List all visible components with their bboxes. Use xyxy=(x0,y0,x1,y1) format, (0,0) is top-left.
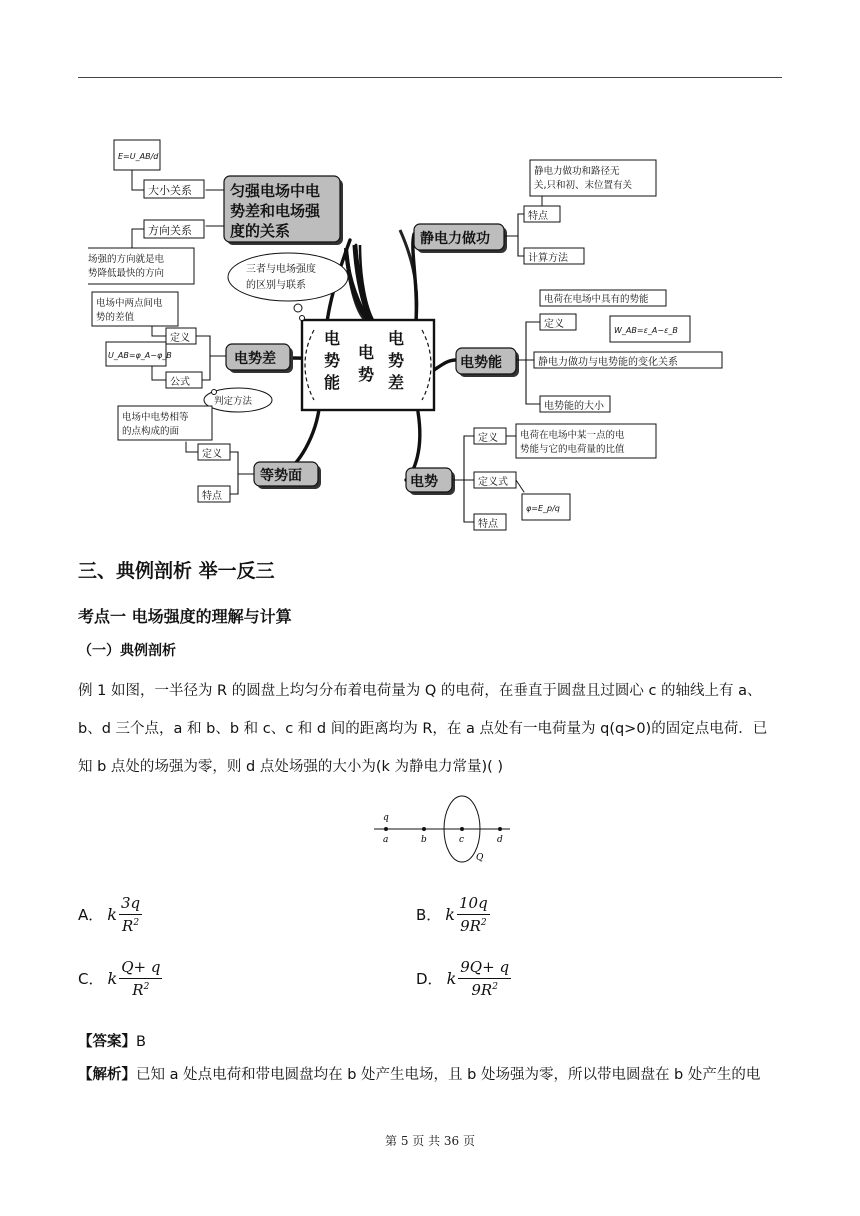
center-char: 势 xyxy=(358,365,375,384)
pd-formula-label: U_AB=φ_A−φ_B xyxy=(108,351,172,360)
center-char: 势 xyxy=(388,351,405,370)
page-footer: 第 5 页 共 36 页 xyxy=(385,1134,475,1148)
center-char: 势 xyxy=(324,351,341,370)
work-note-label: 关,只和初、末位置有关 xyxy=(534,180,633,191)
analysis: 【解析】已知 a 处点电荷和带电圆盘均在 b 处产生电场，且 b 处场强为零，所以带电圆盘在 b 处产生的电 xyxy=(78,1067,761,1083)
pot-def-note-label: 势能与它的电荷量的比值 xyxy=(520,444,625,455)
equip-feature-label: 特点 xyxy=(202,491,222,502)
connector-line xyxy=(230,474,238,494)
option-c: C． k $\frac{Q+ q}{R^2}$ xyxy=(78,958,161,999)
center-char: 差 xyxy=(388,373,405,392)
pd-def-note-label: 电场中两点间电 xyxy=(96,298,163,309)
cloud-note-label: 三者与电场强度 xyxy=(246,264,316,275)
pe-definition-label: 定义 xyxy=(544,319,564,330)
direction-relation-label: 方向关系 xyxy=(148,224,192,237)
connector-line xyxy=(464,480,474,522)
work-note-label: 静电力做功和路径无 xyxy=(534,166,620,177)
point-b-dot xyxy=(422,827,426,831)
uniform-field-label: 匀强电场中电 xyxy=(230,182,321,200)
pot-definition-label: 定义 xyxy=(478,433,498,444)
connector-line xyxy=(504,214,524,236)
pot-feature-label: 特点 xyxy=(478,519,498,530)
header-rule xyxy=(78,77,782,78)
point-b-label: b xyxy=(421,835,427,845)
point-d-dot xyxy=(498,827,502,831)
option-b: B． k $\frac{10q}{9R^2}$ xyxy=(416,894,488,935)
concept-mind-map xyxy=(88,130,728,540)
equip-note-label: 的点构成的面 xyxy=(122,426,180,437)
point-c-label: c xyxy=(459,835,465,845)
center-char: 电 xyxy=(358,343,375,362)
pd-node-label: 电势差 xyxy=(234,351,276,367)
branch-pe xyxy=(434,360,456,370)
topic-title: 考点一 电场强度的理解与计算 xyxy=(78,607,292,626)
judge-dot xyxy=(212,390,217,395)
size-relation-label: 大小关系 xyxy=(148,184,192,197)
example-line-2: b、d 三个点，a 和 b、b 和 c、c 和 d 间的距离均为 R，在 a 点处有一电荷量为 q(q>0)的固定点电荷．已 xyxy=(78,721,768,737)
pot-def-formula-label: 定义式 xyxy=(478,477,508,488)
work-feature-label: 特点 xyxy=(528,211,548,222)
pot-def-note-label: 电荷在电场中某一点的电 xyxy=(520,430,625,441)
example-line-3: 知 b 点处的场强为零，则 d 点处场强的大小为(k 为静电力常量)( ) xyxy=(78,759,504,775)
center-char: 电 xyxy=(324,329,341,348)
pd-formula-label-text: 公式 xyxy=(170,377,190,388)
connector-line xyxy=(230,452,254,474)
pot-formula-label: φ=E_p/q xyxy=(526,504,560,513)
example-line-1: 例 1 如图，一半径为 R 的圆盘上均匀分布着电荷量为 Q 的电荷，在垂直于圆盘且过圆心 c 的轴线上有 a、 xyxy=(78,683,762,699)
disk-q-label: Q xyxy=(476,853,484,863)
cloud-note-label: 的区别与联系 xyxy=(246,280,306,291)
connector-line xyxy=(132,168,144,190)
pe-relation-label: 静电力做功与电势能的变化关系 xyxy=(538,357,678,368)
point-a-label: a xyxy=(383,835,389,845)
connector-line xyxy=(516,480,524,492)
connector-line xyxy=(518,236,524,256)
equip-definition-label: 定义 xyxy=(202,449,222,460)
pd-def-note-label: 势的差值 xyxy=(96,312,135,323)
pe-size-label: 电势能的大小 xyxy=(544,401,604,412)
cloud-bubble xyxy=(228,253,348,301)
pe-def-note-label: 电荷在电场中具有的势能 xyxy=(544,294,649,305)
direction-note-label: 势降低最快的方向 xyxy=(88,268,165,279)
judge-method-label: 判定方法 xyxy=(214,396,253,407)
uniform-field-label: 度的关系 xyxy=(230,222,291,240)
formula-e-label: E=U_AB/d xyxy=(118,152,159,161)
point-a-dot xyxy=(384,827,388,831)
option-a: A． k $\frac{3q}{R^2}$ xyxy=(78,894,141,935)
pot-node-label: 电势 xyxy=(410,474,438,490)
disk-axis-figure xyxy=(372,794,512,868)
charge-q-label: q xyxy=(383,813,389,823)
center-char: 电 xyxy=(388,329,405,348)
pe-formula-label: W_AB=ε_A−ε_B xyxy=(614,326,678,335)
connector-line xyxy=(186,442,198,452)
option-d: D． k $\frac{9Q+ q}{9R^2}$ xyxy=(416,958,510,999)
connector-line xyxy=(452,436,474,480)
answer: 【答案】B xyxy=(78,1034,146,1050)
work-calc-label: 计算方法 xyxy=(528,253,568,264)
uniform-field-label: 势差和电场强 xyxy=(230,202,321,220)
cloud-dot xyxy=(300,316,305,321)
point-c-dot xyxy=(460,827,464,831)
equip-note-label: 电场中电势相等 xyxy=(122,412,189,423)
pd-definition-label: 定义 xyxy=(170,333,190,344)
sub-title: （一）典例剖析 xyxy=(78,643,176,659)
equip-node-label: 等势面 xyxy=(260,468,302,484)
center-char: 能 xyxy=(324,373,341,392)
connector-line xyxy=(194,336,226,356)
section-title: 三、典例剖析 举一反三 xyxy=(78,560,275,582)
point-d-label: d xyxy=(497,835,503,845)
pe-node-label: 电势能 xyxy=(460,355,502,371)
work-node-label: 静电力做功 xyxy=(420,231,490,247)
cloud-dot xyxy=(294,304,302,312)
direction-note-label: 场强的方向就是电 xyxy=(88,254,165,265)
